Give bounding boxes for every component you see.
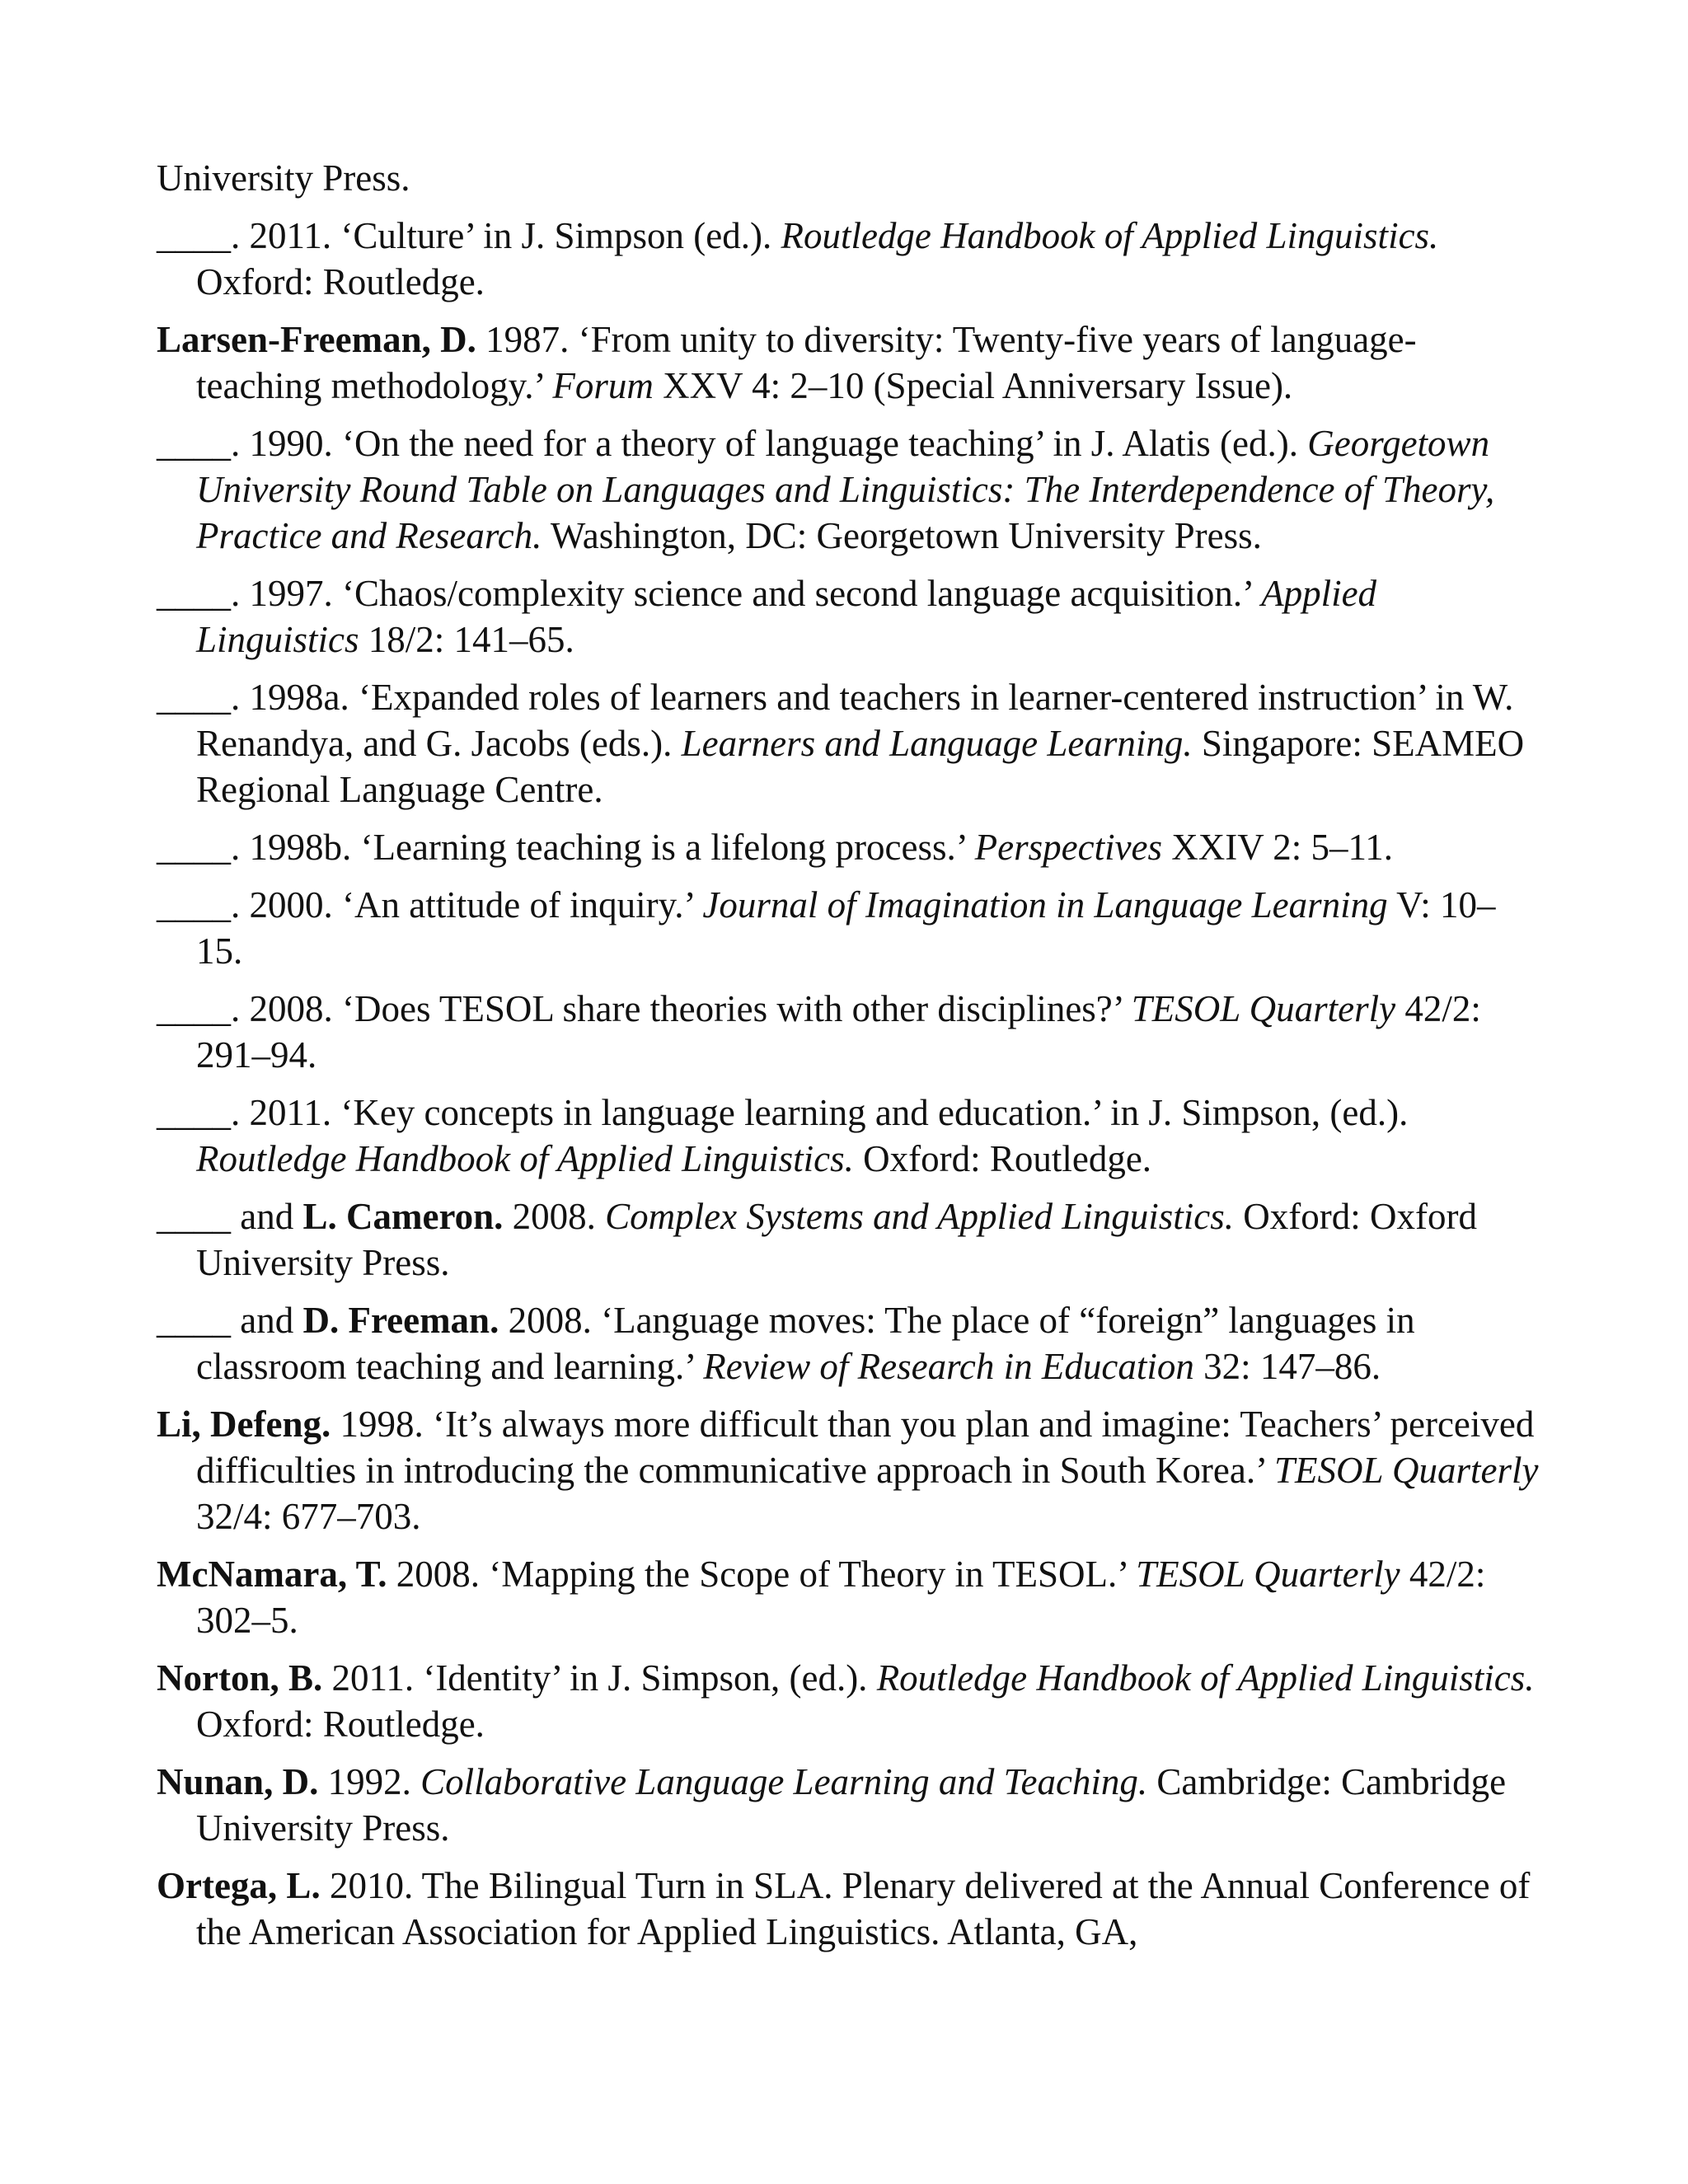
reference-text-segment: ____. 2000. ‘An attitude of inquiry.’ bbox=[157, 884, 703, 926]
reference-text-segment: Oxford: Oxford University Press. bbox=[196, 1196, 1487, 1283]
reference-entry-1990 bbox=[157, 420, 1541, 559]
reference-title-segment: Georgetown University Round Table on Languages and Linguistics: The Interdependence of Theory, Practice and Research. bbox=[196, 423, 1504, 556]
reference-title-segment: Routledge Handbook of Applied Linguistics. bbox=[196, 1138, 854, 1179]
reference-text-segment: Washington, DC: Georgetown University Press. bbox=[542, 515, 1262, 556]
reference-text-segment: 1992. bbox=[318, 1761, 421, 1802]
reference-author-segment: Larsen-Freeman, D. bbox=[157, 319, 476, 360]
reference-author-segment: L. Cameron. bbox=[302, 1196, 504, 1237]
reference-text-segment: ____. 1997. ‘Chaos/complexity science and second language acquisition.’ bbox=[157, 573, 1262, 614]
reference-title-segment: TESOL Quarterly bbox=[1274, 1450, 1539, 1491]
reference-text-segment: Singapore: SEAMEO Regional Language Centre. bbox=[196, 723, 1534, 810]
reference-text-segment: 2008. ‘Language moves: The place of “foreign” languages in classroom teaching and learning.’ bbox=[196, 1300, 1424, 1387]
reference-entry-cameron-2008 bbox=[157, 1193, 1541, 1286]
reference-entry-1998a bbox=[157, 674, 1541, 813]
reference-title-segment: Learners and Language Learning. bbox=[681, 723, 1193, 764]
reference-text-segment: Oxford: Routledge. bbox=[853, 1138, 1152, 1179]
reference-continued-entry bbox=[157, 155, 1541, 201]
reference-entry-norton-2011 bbox=[157, 1655, 1544, 1747]
reference-entry-2011-key-concepts bbox=[157, 1090, 1541, 1182]
reference-text-segment: Oxford: Routledge. bbox=[196, 1657, 1544, 1745]
reference-text-segment: Oxford: Routledge. bbox=[196, 215, 1448, 302]
reference-author-segment: Nunan, D. bbox=[157, 1761, 319, 1802]
reference-title-segment: TESOL Quarterly bbox=[1131, 988, 1396, 1029]
reference-text-segment: ____ and bbox=[157, 1196, 303, 1237]
reference-text-segment: ____. 1998b. ‘Learning teaching is a lifelong process.’ bbox=[157, 827, 975, 868]
reference-entry-1998b bbox=[157, 824, 1541, 870]
reference-text-segment: 2011. ‘Identity’ in J. Simpson, (ed.). bbox=[322, 1657, 877, 1699]
reference-text-segment: 42/2: 302–5. bbox=[196, 1554, 1495, 1641]
reference-entry-culture-2011 bbox=[157, 213, 1541, 305]
reference-text-segment: 2008. bbox=[503, 1196, 606, 1237]
reference-author-segment: Norton, B. bbox=[157, 1657, 323, 1699]
reference-entry-larsen-freeman-1987 bbox=[157, 316, 1541, 409]
reference-text-segment: ____. 2011. ‘Culture’ in J. Simpson (ed.). bbox=[157, 215, 781, 256]
reference-author-segment: Li, Defeng. bbox=[157, 1404, 331, 1445]
reference-entry-2000 bbox=[157, 882, 1541, 974]
reference-text-segment: 2008. ‘Mapping the Scope of Theory in TESOL.’ bbox=[387, 1554, 1137, 1595]
reference-text-segment: 32/4: 677–703. bbox=[196, 1450, 1548, 1537]
reference-entry-mcnamara-2008 bbox=[157, 1551, 1541, 1643]
reference-author-segment: McNamara, T. bbox=[157, 1554, 387, 1595]
reference-text-segment: 18/2: 141–65. bbox=[359, 619, 574, 660]
reference-text-segment: University Press. bbox=[157, 157, 410, 199]
reference-entry-freeman-2008 bbox=[157, 1297, 1541, 1390]
reference-text-segment: 42/2: 291–94. bbox=[196, 988, 1491, 1076]
reference-title-segment: Applied Linguistics bbox=[196, 573, 1386, 660]
reference-text-segment: 1998. ‘It’s always more difficult than you plan and imagine: Teachers’ perceived difficulties in introducing the communicative approach in South Korea.’ bbox=[196, 1404, 1544, 1491]
reference-title-segment: Routledge Handbook of Applied Linguistics. bbox=[781, 215, 1439, 256]
reference-text-segment: ____ and bbox=[157, 1300, 303, 1341]
reference-author-segment: D. Freeman. bbox=[302, 1300, 499, 1341]
reference-title-segment: Routledge Handbook of Applied Linguistics. bbox=[876, 1657, 1535, 1699]
reference-entry-2008 bbox=[157, 986, 1541, 1078]
reference-title-segment: TESOL Quarterly bbox=[1136, 1554, 1400, 1595]
reference-text-segment: XXV 4: 2–10 (Special Anniversary Issue). bbox=[653, 365, 1293, 406]
reference-text-segment: Cambridge: Cambridge University Press. bbox=[196, 1761, 1516, 1849]
reference-title-segment: Complex Systems and Applied Linguistics. bbox=[605, 1196, 1235, 1237]
reference-text-segment: 2010. The Bilingual Turn in SLA. Plenary delivered at the Annual Conference of the American Association for Applied Linguistics. Atlanta, GA, bbox=[196, 1865, 1540, 1952]
reference-title-segment: Forum bbox=[552, 365, 654, 406]
reference-text-segment: ____. 2008. ‘Does TESOL share theories with other disciplines?’ bbox=[157, 988, 1132, 1029]
reference-entry-ortega-2010 bbox=[157, 1863, 1541, 1955]
reference-text-segment: ____. 1998a. ‘Expanded roles of learners and teachers in learner-centered instruction’ in W. Renandya, and G. Jacobs (eds.). bbox=[157, 677, 1523, 764]
reference-text-segment: XXIV 2: 5–11. bbox=[1162, 827, 1394, 868]
reference-author-segment: Ortega, L. bbox=[157, 1865, 321, 1906]
reference-text-segment: V: 10–15. bbox=[196, 884, 1496, 972]
reference-title-segment: Journal of Imagination in Language Learning bbox=[702, 884, 1388, 926]
reference-title-segment: Collaborative Language Learning and Teaching. bbox=[420, 1761, 1148, 1802]
reference-text-segment: ____. 2011. ‘Key concepts in language learning and education.’ in J. Simpson, (ed.). bbox=[157, 1092, 1418, 1133]
reference-entry-nunan-1992 bbox=[157, 1759, 1541, 1851]
reference-text-segment: ____. 1990. ‘On the need for a theory of language teaching’ in J. Alatis (ed.). bbox=[157, 423, 1308, 464]
reference-title-segment: Perspectives bbox=[974, 827, 1163, 868]
reference-text-segment: 32: 147–86. bbox=[1193, 1346, 1381, 1387]
reference-entry-1997 bbox=[157, 570, 1541, 663]
reference-title-segment: Review of Research in Education bbox=[703, 1346, 1194, 1387]
reference-text-segment: 1987. ‘From unity to diversity: Twenty-five years of language-teaching methodology.’ bbox=[196, 319, 1417, 406]
reference-list bbox=[157, 155, 1548, 1966]
reference-entry-li-1998 bbox=[157, 1401, 1548, 1540]
